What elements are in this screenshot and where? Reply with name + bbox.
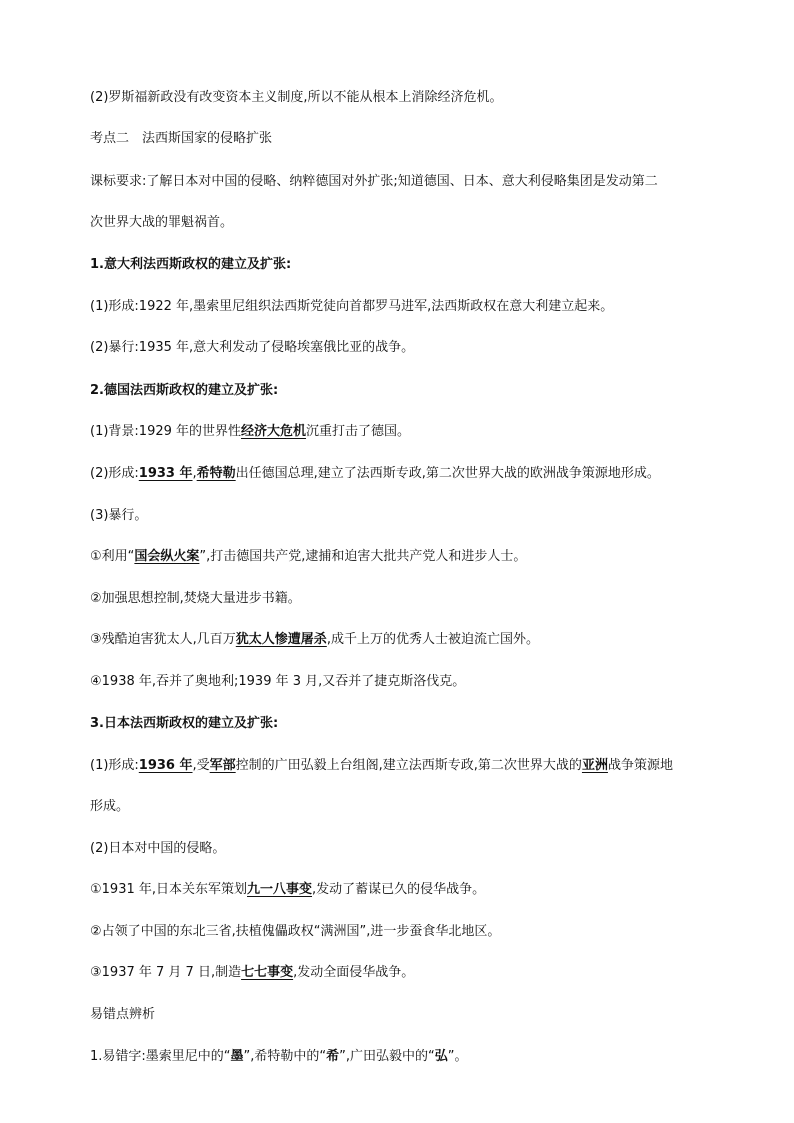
paragraph: [90, 422, 714, 442]
paragraph: [90, 963, 714, 983]
text: ”,打击德国共产党,逮捕和迫害大批共产党人和进步人士。: [199, 549, 527, 564]
paragraph: 次世界大战的罪魁祸首。: [90, 215, 234, 230]
paragraph: [90, 547, 714, 567]
paragraph: [90, 464, 714, 484]
paragraph: (2)暴行:1935 年,意大利发动了侵略埃塞俄比亚的战争。: [90, 340, 415, 355]
subsection-heading: 1.意大利法西斯政权的建立及扩张:: [90, 257, 292, 272]
paragraph: [90, 1047, 714, 1067]
text: ,受: [192, 758, 210, 773]
text: 沉重打击了德国。: [306, 424, 411, 439]
keyword: 希: [326, 1049, 340, 1064]
paragraph: (3)暴行。: [90, 508, 148, 523]
paragraph: [90, 880, 714, 900]
text: 1.易错字:墨索里尼中的“: [90, 1049, 231, 1064]
keyword: 国会纵火案: [134, 549, 200, 564]
keyword: 希特勒: [196, 466, 236, 481]
keyword: 犹太人惨遭屠杀: [235, 632, 327, 647]
paragraph: [90, 756, 714, 776]
keyword: 1933 年: [138, 466, 193, 481]
keyword: 墨: [230, 1049, 244, 1064]
text: ”,希特勒中的“: [243, 1049, 327, 1064]
paragraph: (1)形成:1922 年,墨索里尼组织法西斯党徒向首都罗马进军,法西斯政权在意大利建立起来。: [90, 299, 614, 314]
keyword: 七七事变: [241, 965, 294, 980]
keyword: 九一八事变: [247, 882, 313, 897]
paragraph: (2)罗斯福新政没有改变资本主义制度,所以不能从根本上消除经济危机。: [90, 90, 503, 105]
paragraph: ②加强思想控制,焚烧大量进步书籍。: [90, 591, 301, 606]
text: ③1937 年 7 月 7 日,制造: [90, 965, 242, 980]
text: ,: [192, 466, 197, 481]
paragraph: 形成。: [90, 799, 130, 814]
section-heading: 考点二 法西斯国家的侵略扩张: [90, 131, 273, 146]
text: ”。: [447, 1049, 468, 1064]
text: 控制的广田弘毅上台组阁,建立法西斯专政,第二次世界大战的: [235, 758, 582, 773]
text: ,发动了蓄谋已久的侵华战争。: [312, 882, 486, 897]
keyword: 弘: [434, 1049, 448, 1064]
paragraph: ④1938 年,吞并了奥地利;1939 年 3 月,又吞并了捷克斯洛伐克。: [90, 674, 466, 689]
text: ,成千上万的优秀人士被迫流亡国外。: [326, 632, 539, 647]
text: (2)形成:: [90, 466, 139, 481]
subsection-heading: 2.德国法西斯政权的建立及扩张:: [90, 383, 279, 398]
text: (1)形成:: [90, 758, 139, 773]
text: ③残酷迫害犹太人,几百万: [90, 632, 236, 647]
text: ”,广田弘毅中的“: [339, 1049, 435, 1064]
text: ①利用“: [90, 549, 135, 564]
text: ,发动全面侵华战争。: [293, 965, 415, 980]
subsection-heading: 3.日本法西斯政权的建立及扩张:: [90, 716, 279, 731]
text: (1)背景:1929 年的世界性: [90, 424, 242, 439]
keyword: 经济大危机: [241, 424, 307, 439]
paragraph: [90, 630, 714, 650]
text: ①1931 年,日本关东军策划: [90, 882, 248, 897]
text: 战争策源地: [607, 758, 673, 773]
keyword: 亚洲: [581, 758, 608, 773]
section-heading: 易错点辨析: [90, 1007, 156, 1022]
text: 出任德国总理,建立了法西斯专政,第二次世界大战的欧洲战争策源地形成。: [235, 466, 660, 481]
paragraph: ②占领了中国的东北三省,扶植傀儡政权“满洲国”,进一步蚕食华北地区。: [90, 924, 501, 939]
keyword: 1936 年: [138, 758, 193, 773]
keyword: 军部: [209, 758, 236, 773]
paragraph: 课标要求:了解日本对中国的侵略、纳粹德国对外扩张;知道德国、日本、意大利侵略集团是发动第二: [90, 174, 658, 189]
paragraph: (2)日本对中国的侵略。: [90, 841, 226, 856]
